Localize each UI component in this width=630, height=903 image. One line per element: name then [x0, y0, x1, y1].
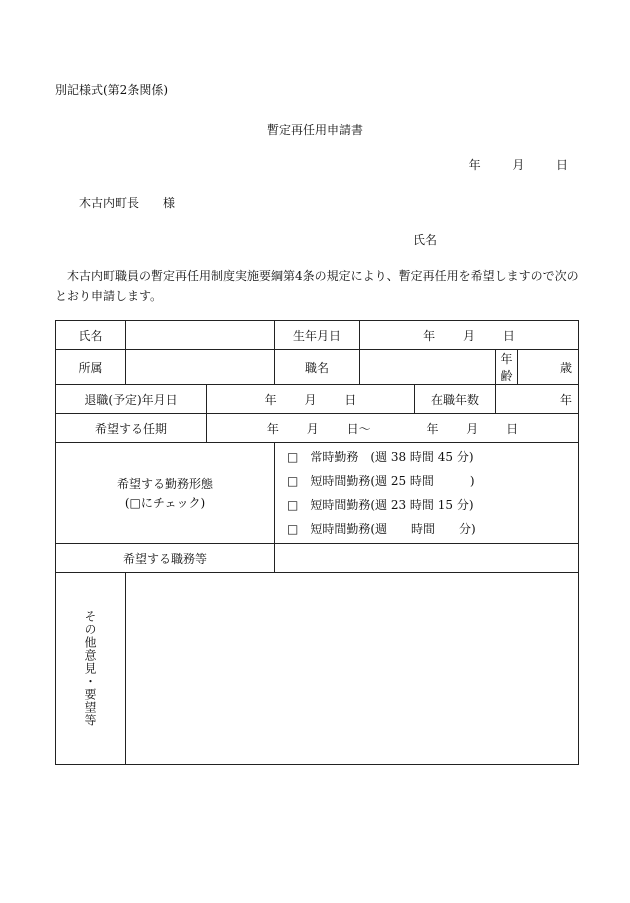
term-input-cell[interactable] [207, 414, 579, 443]
birthdate-label-cell [275, 321, 360, 350]
work-type-option-23h15m[interactable]: □ 短時間勤務(週 23 時間 15 分) [287, 498, 474, 512]
birthdate-input-cell[interactable] [360, 321, 579, 350]
application-form-table [55, 320, 579, 765]
department-label-cell [56, 350, 126, 385]
department-label: 所属 [78, 360, 103, 375]
position-label-cell [275, 350, 360, 385]
retirement-month: 月 [304, 392, 317, 407]
department-input-cell[interactable] [126, 350, 275, 385]
work-type-note: (□にチェック) [124, 496, 206, 510]
term-end-month: 月 [466, 421, 479, 436]
term-label: 希望する任期 [94, 421, 167, 436]
duty-label: 希望する職務等 [122, 551, 207, 566]
term-label-cell [56, 414, 207, 443]
term-end-year: 年 [426, 421, 439, 436]
form-reference: 別記様式(第2条関係) [55, 83, 168, 97]
name-input-cell[interactable] [126, 321, 275, 350]
opinion-label: その他意見・要望等 [83, 610, 97, 727]
position-input-cell[interactable] [360, 350, 496, 385]
birthdate-label: 生年月日 [292, 328, 341, 343]
addressee: 木古内町長 様 [79, 196, 176, 210]
term-start-year: 年 [266, 421, 279, 436]
position-label: 職名 [304, 360, 329, 375]
age-label-cell [496, 350, 518, 385]
birthdate-year: 年 [423, 328, 436, 343]
retirement-day: 日 [344, 392, 357, 407]
birthdate-month: 月 [463, 328, 476, 343]
work-type-option-custom[interactable]: □ 短時間勤務(週 時間 分) [287, 522, 476, 536]
opinion-input-cell[interactable] [126, 573, 579, 765]
work-type-label-cell [56, 443, 275, 544]
tenure-unit: 年 [560, 392, 573, 407]
duty-label-cell [56, 544, 275, 573]
term-start-day: 日～ [346, 421, 371, 436]
name-label: 氏名 [78, 328, 103, 343]
submission-date [469, 156, 568, 173]
work-type-option-25h[interactable]: □ 短時間勤務(週 25 時間 ) [287, 474, 475, 488]
name-label-cell [56, 321, 126, 350]
tenure-label: 在職年数 [430, 392, 479, 407]
duty-input-cell[interactable] [275, 544, 579, 573]
retirement-label-cell [56, 385, 207, 414]
retirement-input-cell[interactable] [207, 385, 415, 414]
age-label: 年齢 [500, 352, 513, 383]
date-month: 月 [512, 158, 525, 172]
date-year: 年 [468, 158, 481, 172]
birthdate-day: 日 [502, 328, 515, 343]
work-type-options-cell [275, 443, 579, 544]
date-day: 日 [555, 158, 568, 172]
term-end-day: 日 [506, 421, 519, 436]
retirement-label: 退職(予定)年月日 [84, 392, 178, 407]
document-title: 暫定再任用申請書 [266, 123, 363, 137]
work-type-option-full-time[interactable]: □ 常時勤務 (週 38 時間 45 分) [287, 450, 474, 464]
age-unit: 歳 [560, 360, 573, 375]
work-type-label: 希望する勤務形態 [116, 477, 213, 491]
application-statement: 木古内町職員の暫定再任用制度実施要綱第4条の規定により、暫定再任用を希望しますので次のとおり申請します。 [55, 269, 579, 303]
age-input-cell[interactable] [518, 350, 579, 385]
applicant-name-label: 氏名 [413, 233, 438, 247]
tenure-label-cell [415, 385, 496, 414]
opinion-label-cell [56, 573, 126, 765]
retirement-year: 年 [264, 392, 277, 407]
term-start-month: 月 [306, 421, 319, 436]
tenure-input-cell[interactable] [496, 385, 579, 414]
